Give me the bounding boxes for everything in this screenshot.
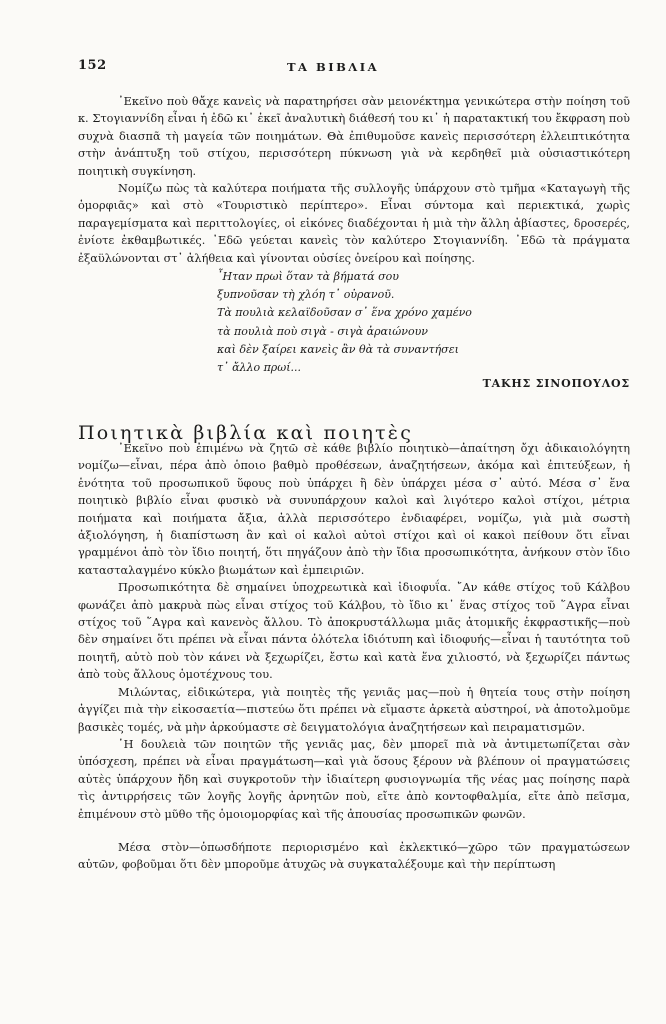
paragraph: ᾿Εκεῖνο ποὺ θἄχε κανεὶς νὰ παρατηρήσει σὰν μειονέκτημα γενικώτερα στὴν ποίηση τοῦ κ. Στογιαννίδη εἶναι ἡ ἐδῶ κι᾿ ἐκεῖ ἀναλυτικὴ διάθεσή του κι᾿ ἡ παρατακτική του ἔκφραση ποὺ συχνὰ διασπᾶ τὴ μαγεία τῶν ποιημάτων. Θὰ ἐπιθυμοῦσε κανεὶς περισσότερη ἐλλειπτικότητα στὴν ἀνάπτυξη τοῦ στίχου, περισσότερη πύκνωση γιὰ νὰ κερδηθεῖ μιὰ οὐσιαστικότερη ποιητικὴ συγκίνηση. xyxy=(78,95,630,178)
paragraph: Μέσα στὸν—ὁπωσδήποτε περιορισμένο καὶ ἐκλεκτικό—χῶρο τῶν πραγματώσεων αὐτῶν, φοβοῦμαι ὅτι δὲν μποροῦμε ἀτυχῶς νὰ συγκαταλέξουμε καὶ τὴν περίπτωση xyxy=(78,840,630,872)
review-body xyxy=(78,93,630,267)
poem-line: τ᾿ ἄλλο πρωί... xyxy=(217,361,302,375)
paragraph: Μιλώντας, εἰδικώτερα, γιὰ ποιητὲς τῆς γενιᾶς μας—ποὺ ἡ θητεία τους στὴν ποίηση ἀγγίζει πιὰ τὴν εἰκοσαετία—πιστεύω ὅτι πρέπει νὰ εἴμαστε ἀρκετὰ αὐστηροί, νὰ ἀποτολμοῦμε βασικὲς τομές, νὰ μὴν ἀρκούμαστε σὲ δειγματολόγια ἀναζητήσεων καὶ πειραματισμῶν. xyxy=(78,685,630,734)
poem-line: Τὰ πουλιὰ κελαϊδοῦσαν σ᾿ ἕνα χρόνο χαμένο xyxy=(217,306,472,320)
poem-line: ξυπνοῦσαν τὴ χλόη τ᾿ οὐρανοῦ. xyxy=(217,288,395,302)
section-title: Ποιητικὰ βιβλία καὶ ποιητὲς xyxy=(78,421,414,444)
poem-quote xyxy=(217,268,472,377)
poem-line: ῏Ηταν πρωὶ ὅταν τὰ βήματά σου xyxy=(217,270,399,283)
paragraph: Προσωπικότητα δὲ σημαίνει ὑποχρεωτικὰ καὶ ἰδιοφυΐα. ῎Αν κάθε στίχος τοῦ Κάλβου φωνάζει ἀπὸ μακρυὰ πὼς εἶναι στίχος τοῦ Κάλβου, τὸ ἴδιο κι᾿ ἕνας στίχος τοῦ ῞Αγρα εἶναι στίχος τοῦ ῞Αγρα καὶ κανενὸς ἄλλου. Τὸ ἀποκρυστάλλωμα μιᾶς ἀτομικῆς ἐκφραστικῆς—ποὺ δὲν σημαίνει ὅτι πρέπει νὰ εἶναι πάντα ὁλότελα ἰδιότυπη καὶ ἰδιοφυής—εἶναι ἡ ταυτότητα τοῦ ποιητῆ, αὐτὸ ποὺ τὸν κάνει νὰ ξεχωρίζει, ἔστω καὶ κατὰ ἕνα χιλιοστό, νὰ ξεχωρίζει πάντως ἀπὸ τοὺς ἄλλους ὁμοτέχνους του. xyxy=(78,581,630,682)
section-body xyxy=(78,440,630,874)
running-title: ΤΑ ΒΙΒΛΙΑ xyxy=(286,60,380,74)
poem-line: καὶ δὲν ξαίρει κανεὶς ἂν θὰ τὰ συναντήσει xyxy=(217,342,459,356)
author-signature: ΤΑΚΗΣ ΣΙΝΟΠΟΥΛΟΣ xyxy=(482,377,630,390)
page-number: 152 xyxy=(78,58,107,73)
paragraph: Νομίζω πὼς τὰ καλύτερα ποιήματα τῆς συλλογῆς ὑπάρχουν στὸ τμῆμα «Καταγωγὴ τῆς ὁμορφιᾶς» καὶ στὸ «Τουριστικὸ περίπτερο». Εἶναι σύντομα καὶ περιεκτικά, χωρὶς παραγεμίσματα καὶ περιττολογίες, οἱ εἰκόνες διαδέχονται ἡ μιὰ τὴν ἄλλη ἀβίαστες, δροσερές, ἐνίοτε ἐκθαμβωτικές. ᾿Εδῶ γεύεται κανεὶς τὸν καλύτερο Στογιαννίδη. ᾿Εδῶ τὰ πράγματα ἐξαϋλώνονται στ᾿ ἀλήθεια καὶ γίνονται οὐσίες ὀνείρου καὶ ποίησης. xyxy=(78,182,630,265)
paragraph: ᾿Εκεῖνο ποὺ ἐπιμένω νὰ ζητῶ σὲ κάθε βιβλίο ποιητικὸ—ἀπαίτηση ὄχι ἀδικαιολόγητη νομίζω—εἶναι, πέρα ἀπὸ ὁποιο βαθμὸ προθέσεων, ἀναζητήσεων, ἀκόμα καὶ ἐπιτεύξεων, ἡ ἑνότητα τοῦ προσωπικοῦ ὕφους ποὺ ὑπάρχει ἢ δὲν ὑπάρχει μέσα σ᾿ αὐτό. Μέσα σ᾿ ἕνα ποιητικὸ βιβλίο εἶναι φυσικὸ νὰ συνυπάρχουν καλοὶ καὶ λιγότερο καλοὶ στίχοι, μέτρια ποιήματα καὶ ποιήματα ἄξια, ἀλλὰ περισσότερο ἐνδιαφέρει, νομίζω, γιὰ μιὰ σωστὴ ἀξιολόγηση, ἡ διαπίστωση ἂν καὶ οἱ καλοὶ αὐτοὶ στίχοι καὶ οἱ κακοὶ πείθουν ὅτι εἶναι γραμμένοι ἀπὸ τὸν ἴδιο ποιητή, ὅτι πηγάζουν ἀπὸ τὴν ἴδια προσωπικότητα, ἀνήκουν στὸν ἴδιο κατασταλαγμένο κύκλο βιωμάτων καὶ ἐμπειριῶν. xyxy=(78,442,630,577)
poem-line: τὰ πουλιὰ ποὺ σιγὰ - σιγὰ ἀραιώνουν xyxy=(217,324,428,338)
paragraph: ῾Η δουλειὰ τῶν ποιητῶν τῆς γενιᾶς μας, δὲν μπορεῖ πιὰ νὰ ἀντιμετωπίζεται σὰν ὑπόσχεση, πρέπει νὰ εἶναι πραγμάτωση—καὶ γιὰ ὅσους ξέρουν νὰ βλέπουν οἱ πραγματώσεις αὐτὲς ὑπάρχουν ἤδη καὶ συγκροτοῦν τὴν ἰδιαίτερη φυσιογνωμία τῆς νέας μας ποίησης παρὰ τὶς ἀντιρρήσεις τῶν λογῆς λογῆς ἀρνητῶν ποὺ, εἴτε ἀπὸ κοντοφθαλμία, εἴτε ἀπὸ πεῖσμα, ἐπιμένουν στὸ μῦθο τῆς ὁμοιομορφίας καὶ τῆς ἀπουσίας προσωπικῶν φωνῶν. xyxy=(78,737,630,821)
